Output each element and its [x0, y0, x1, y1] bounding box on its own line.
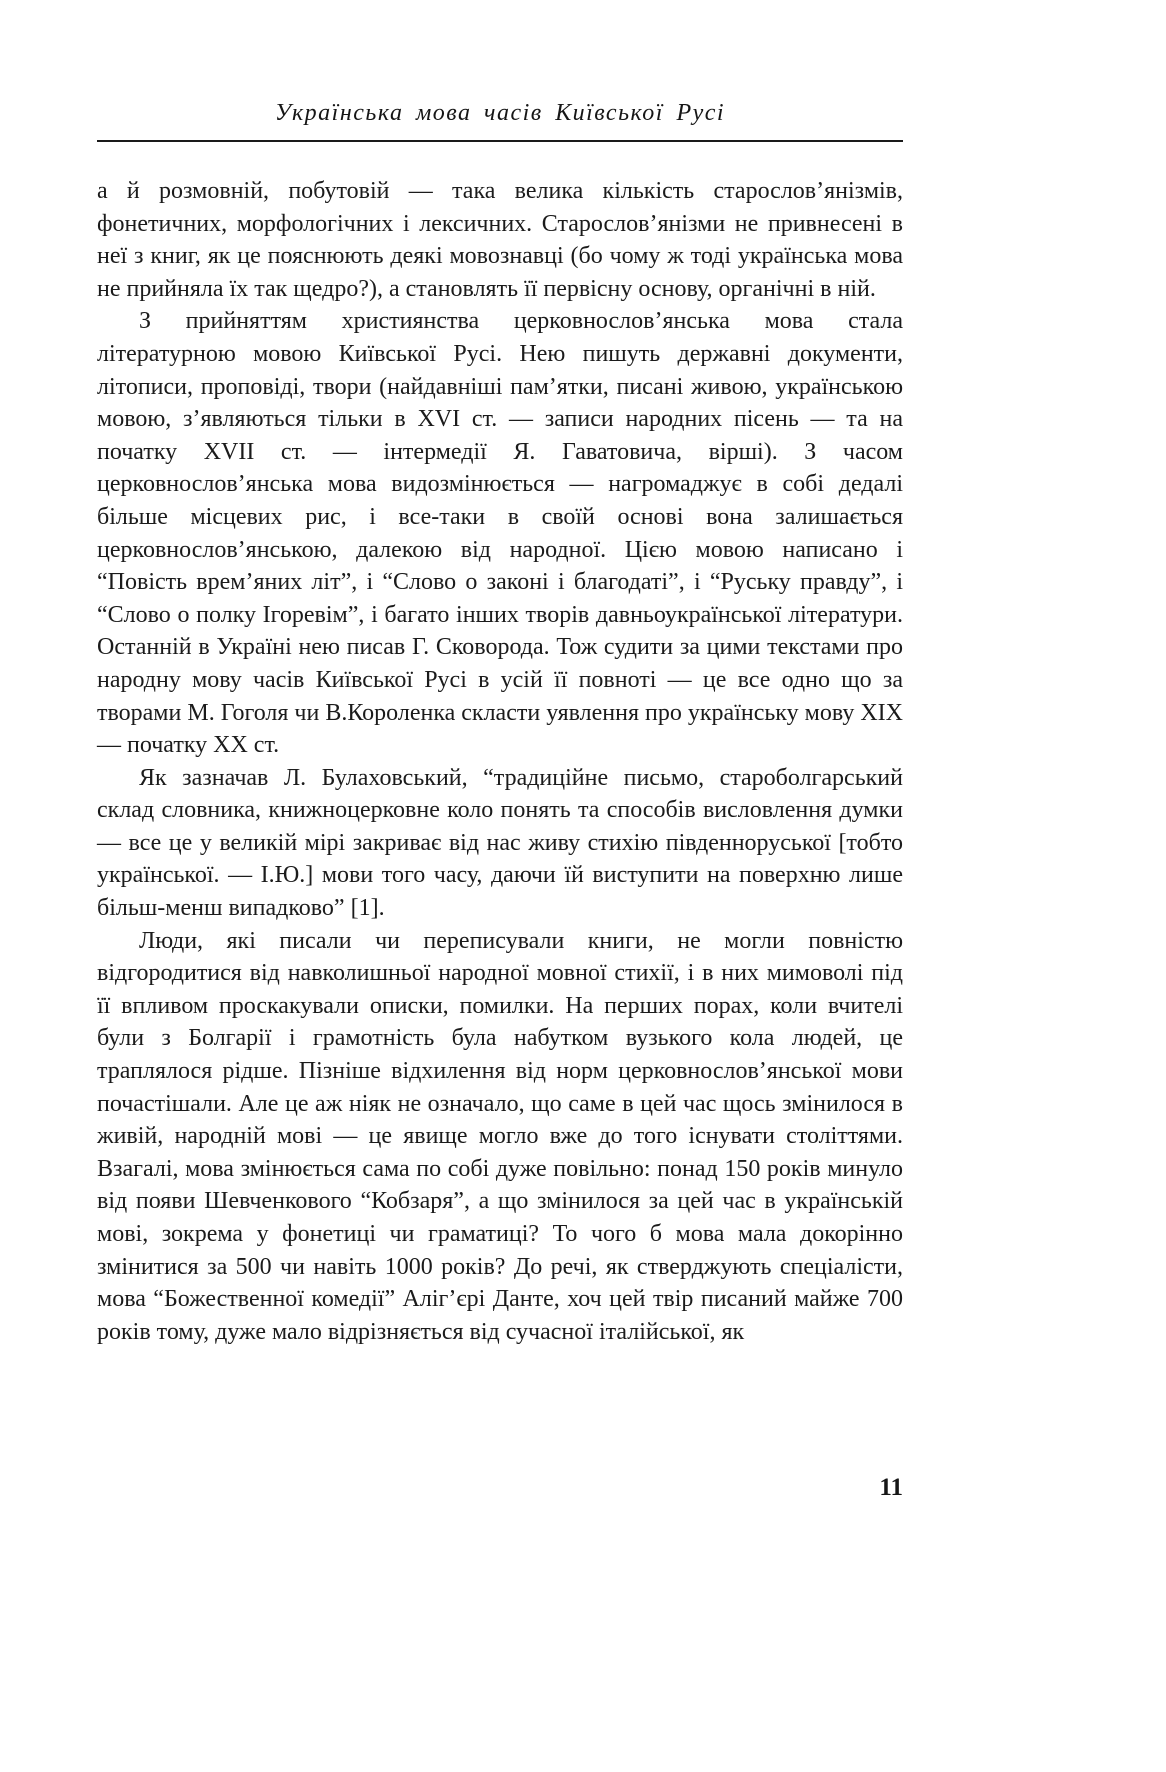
text-block [97, 100, 903, 1348]
header-rule [97, 140, 903, 142]
running-head: Українська мова часів Київської Русі [274, 100, 726, 126]
body-paragraph-4: Люди, які писали чи переписували книги, не могли повністю відгородитися від навколишньої народної мовної стихії, і в них мимоволі під її впливом проскакували описки, помилки. На перших порах, коли вчителі були з Болгарії і грамотність була набутком вузького кола людей, це траплялося рідше. Пізніше відхилення від норм церковнослов’янської мови почастішали. Але це аж ніяк не означало, що саме в цей час щось змінилося в живій, народній мові — це явище могло вже до того існувати століттями. Взагалі, мова змінюється сама по собі дуже повільно: понад 150 років минуло від появи Шевченкового “Кобзаря”, а що змінилося за цей час в українській мові, зокрема у фонетиці чи граматиці? То чого б мова мала докорінно змінитися за 500 чи навіть 1000 років? До речі, як стверджують спеціалісти, мова “Божественної комедії” Аліг’єрі Данте, хоч цей твір писаний майже 700 років тому, дуже мало відрізняється від сучасної італійської, як [97, 927, 903, 1345]
page-number: 11 [879, 1474, 903, 1501]
body-paragraph-1: а й розмовній, побутовій — така велика кількість старослов’янізмів, фонетичних, морфологічних і лексичних. Старослов’янізми не привнесені в неї з книг, як це пояснюють деякі мовознавці (бо чому ж тоді українська мова не прийняла їх так щедро?), а становлять її первісну основу, органічні в ній. [97, 178, 903, 302]
body-paragraph-2: З прийняттям християнства церковнослов’янська мова стала літературною мовою Київської Русі. Нею пишуть державні документи, літописи, проповіді, твори (найдавніші пам’ятки, писані живою, українською мовою, з’являються тільки в XVI ст. — записи народних пісень — та на початку XVII ст. — інтермедії Я. Гаватовича, вірші). З часом церковнослов’янська мова видозмінюється — нагромаджує в собі дедалі більше місцевих рис, і все-таки в своїй основі вона залишається церковнослов’янською, далекою від народної. Цією мовою написано і “Повість врем’яних літ”, і “Слово о законі і благодаті”, і “Руську правду”, і “Слово о полку Ігоревім”, і багато інших творів давньоукраїнської літератури. Останній в Україні нею писав Г. Сковорода. Тож судити за цими текстами про народну мову часів Київської Русі в усій її повноті — це все одно що за творами М. Гоголя чи В.Короленка скласти уявлення про українську мову XIX — початку XX ст. [97, 308, 903, 759]
body-paragraph-3: Як зазначав Л. Булаховський, “традиційне письмо, староболгарський склад словника, книжноцерковне коло понять та способів висловлення думки — все це у великій мірі закриває від нас живу стихію південноруської [тобто української. — І.Ю.] мови того часу, даючи їй виступити на поверхню лише більш-менш випадково” [1]. [97, 764, 903, 922]
